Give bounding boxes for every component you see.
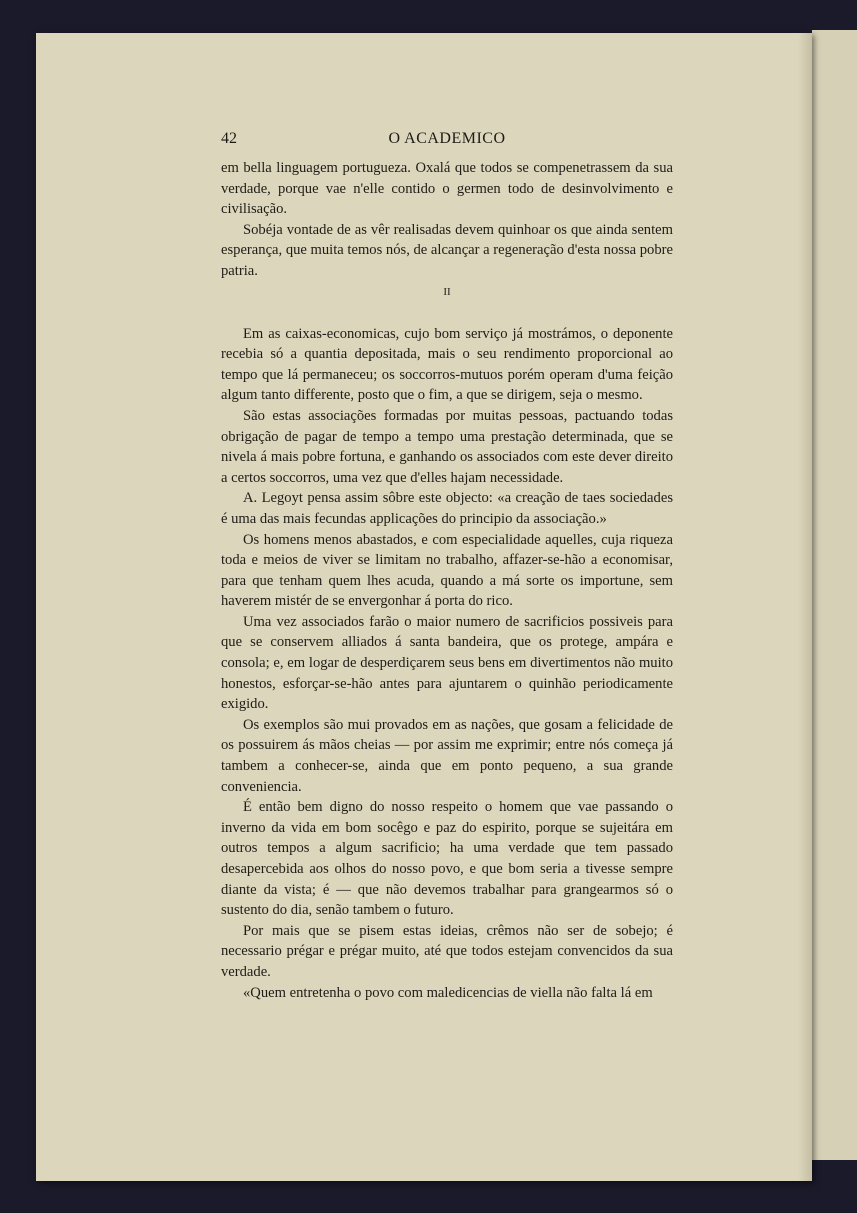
page-header (221, 130, 673, 150)
paragraph: São estas associações formadas por muitas pessoas, pactuando todas obrigação de pagar de tempo a tempo uma prestação determinada, que se nivela á mais pobre fortuna, e ganhando os associados com este dever direito a certos soccorros, uma vez que d'elles hajam necessidade. (221, 407, 673, 486)
body-text (221, 158, 673, 1003)
paragraph: em bella linguagem portugueza. Oxalá que todos se compenetrassem da sua verdade, porque vae n'elle contido o germen todo de desinvolvimento e civilisação. (221, 160, 673, 218)
paragraph: Os exemplos são mui provados em as nações, que gosam a felicidade de os possuirem ás mãos cheias — por assim me exprimir; entre nós começa já tambem a conhecer-se, ainda que em ponto pequeno, a sua grande conveniencia. (221, 716, 673, 795)
paragraph: Por mais que se pisem estas ideias, crêmos não ser de sobejo; é necessario prégar e prégar muito, até que todos estejam convencidos da sua verdade. (221, 922, 673, 980)
paragraph: Sobéja vontade de as vêr realisadas devem quinhoar os que ainda sentem esperança, que muita temos nós, de alcançar a regeneração d'esta nossa pobre patria. (221, 221, 673, 279)
facing-page-edge (812, 30, 857, 1160)
paragraph: Em as caixas-economicas, cujo bom serviço já mostrámos, o deponente recebia só a quantia depositada, mais o seu rendimento proporcional ao tempo que lá permaneceu; os soccorros-mutuos porém operam d'uma feição algum tanto differente, posto que o fim, a que se dirigem, seja o mesmo. (221, 325, 673, 404)
paragraph: A. Legoyt pensa assim sôbre este objecto: «a creação de taes sociedades é uma das mais fecundas applicações do principio da associação.» (221, 490, 673, 527)
page-number: 42 (221, 130, 237, 147)
running-title: O ACADEMICO (388, 130, 506, 147)
section-number: II (443, 285, 451, 298)
paragraph: Uma vez associados farão o maior numero de sacrificios possiveis para que se conservem alliados á santa bandeira, que os protege, ampára e consola; e, em logar de desperdiçarem seus bens em divertimentos não muito honestos, esforçar-se-hão antes para ajuntarem o quinhão periodicamente exigido. (221, 613, 673, 713)
paragraph: Os homens menos abastados, e com especialidade aquelles, cuja riqueza toda e meios de viver se limitam no trabalho, affazer-se-hão a economisar, para que tenham quem lhes acuda, quando a má sorte os importune, sem haverem mistér de se envergonhar á porta do rico. (221, 531, 673, 610)
paragraph: «Quem entretenha o povo com maledicencias de viella não falta lá em (243, 984, 653, 1001)
paragraph: É então bem digno do nosso respeito o homem que vae passando o inverno da vida em bom socêgo e paz do espirito, porque se sujeitára em outros tempos a algum sacrificio; ha uma verdade que tem passado desapercebida aos olhos do nosso povo, e que bom seria a tivesse sempre diante da vista; é — que não devemos trabalhar para grangearmos só o sustento do dia, senão tambem o futuro. (221, 799, 673, 919)
